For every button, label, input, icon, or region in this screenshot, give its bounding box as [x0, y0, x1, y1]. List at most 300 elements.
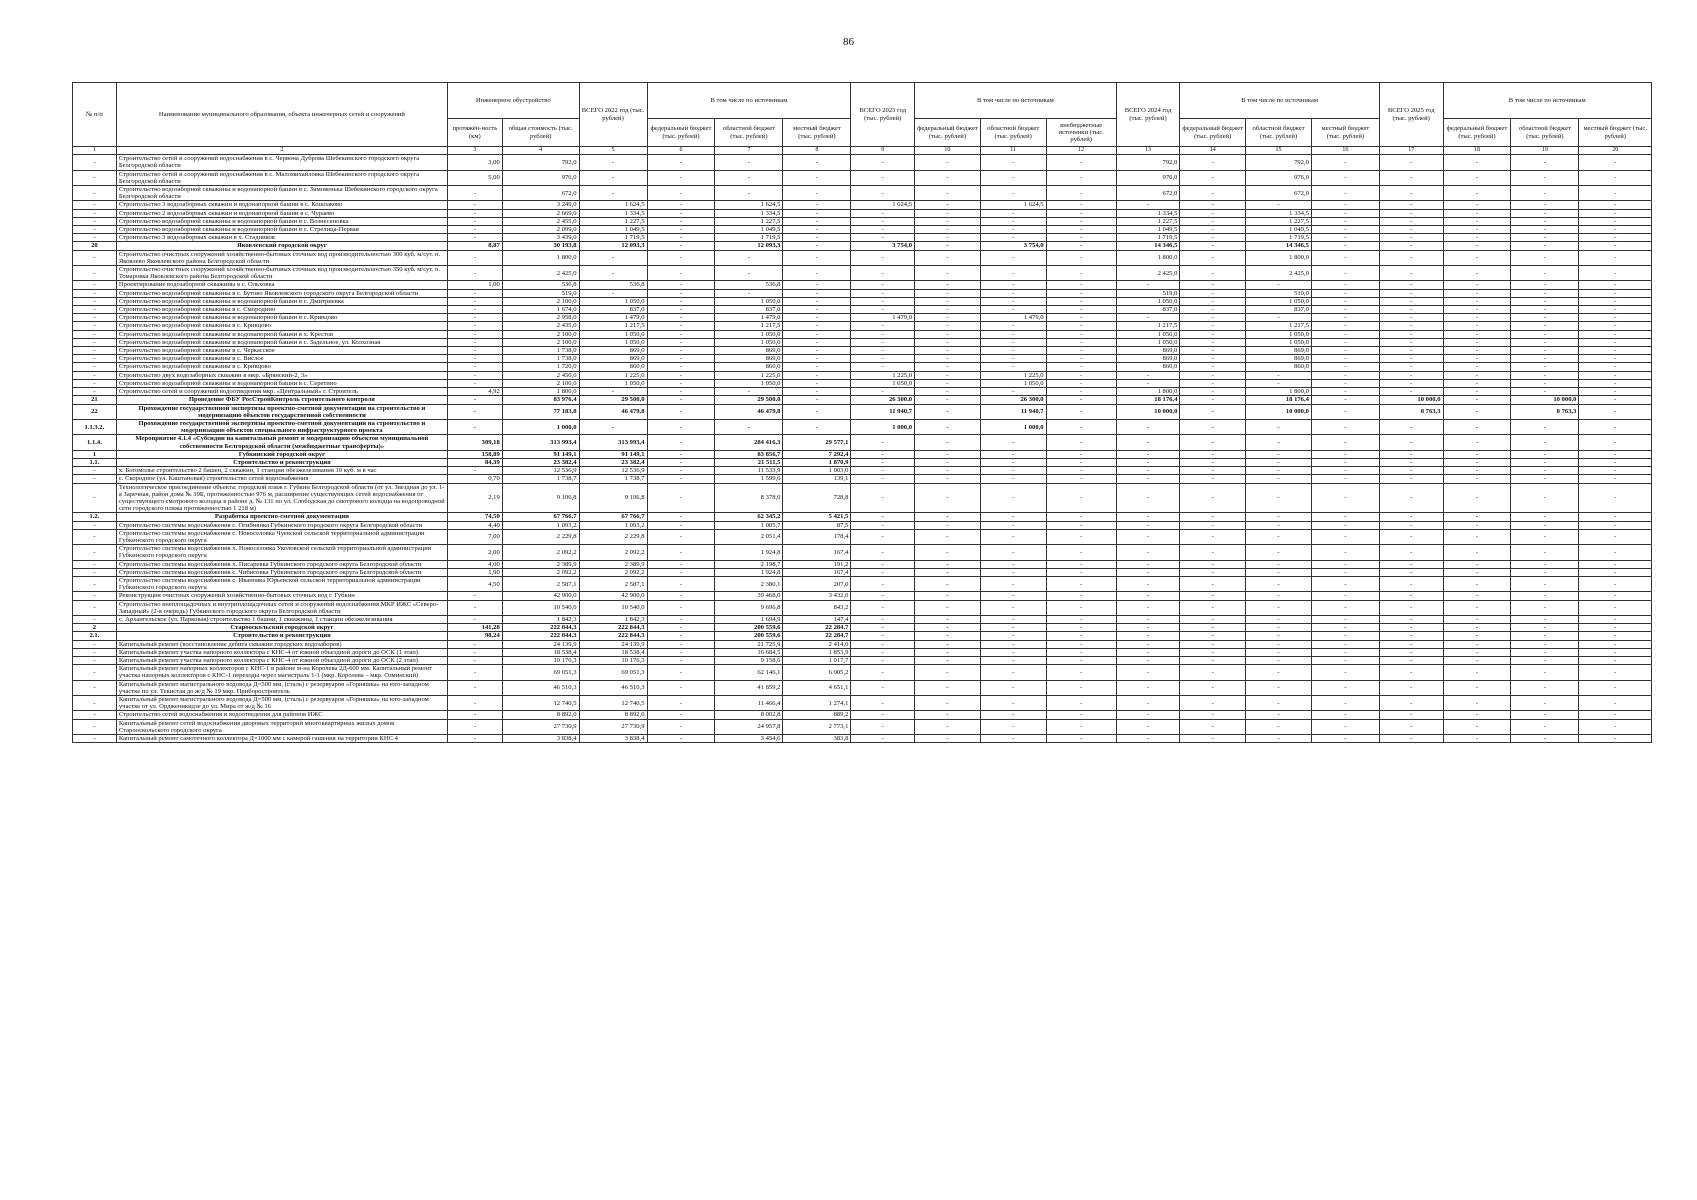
value-cell: - [1511, 170, 1579, 185]
column-number: 5 [579, 147, 647, 155]
value-cell: - [1311, 458, 1379, 466]
value-cell: - [1379, 371, 1443, 379]
value-cell: - [851, 711, 915, 719]
table-row-bold [73, 396, 1652, 404]
value-cell: 222 844,3 [579, 624, 647, 632]
value-cell: - [1180, 624, 1246, 632]
value-cell: - [1511, 281, 1579, 289]
value-cell: 1 050,0 [1116, 338, 1180, 346]
value-cell: - [1579, 388, 1652, 396]
object-name-cell: Строительство сетей и сооружений водоснабжения в с. Червона Дуброва Шебекинского городского округа Белгородской области [116, 155, 447, 170]
value-cell: - [783, 347, 851, 355]
table-row-bold [73, 513, 1652, 521]
value-cell: - [1443, 330, 1511, 338]
value-cell: - [1180, 379, 1246, 387]
value-cell: 1 719,5 [1246, 234, 1312, 242]
value-cell: - [1443, 155, 1511, 170]
value-cell: - [1180, 600, 1246, 615]
table-row [73, 281, 1652, 289]
value-cell: - [1579, 363, 1652, 371]
value-cell: 2 425,0 [502, 266, 579, 281]
value-cell: - [1311, 600, 1379, 615]
value-cell: - [1579, 568, 1652, 576]
value-cell: 91 149,1 [579, 450, 647, 458]
value-cell: - [447, 250, 502, 265]
value-cell: 1 720,0 [502, 363, 579, 371]
header-fed-2023: федеральный бюджет (тыс. рублей) [915, 119, 981, 147]
value-cell: - [1046, 458, 1116, 466]
value-cell: - [1046, 404, 1116, 419]
value-cell: 26 300,0 [980, 396, 1046, 404]
value-cell: - [851, 513, 915, 521]
value-cell: - [1046, 419, 1116, 434]
object-name-cell: Строительство очистных сооружений хозяйственно-бытовых сточных вод производительностью 300 куб. м/сут. п. Яковлево Яковлевского района Белгородской области [116, 250, 447, 265]
value-cell: 87,5 [783, 521, 851, 529]
value-cell: - [647, 680, 715, 695]
value-cell: - [647, 155, 715, 170]
value-cell: - [647, 419, 715, 434]
value-cell: - [647, 640, 715, 648]
header-obl-2022: областной бюджет (тыс. рублей) [715, 119, 783, 147]
value-cell: - [783, 419, 851, 434]
value-cell: 1 719,5 [579, 234, 647, 242]
value-cell: - [783, 322, 851, 330]
value-cell: - [1180, 560, 1246, 568]
value-cell: - [1443, 322, 1511, 330]
value-cell: - [1379, 266, 1443, 281]
value-cell: - [915, 632, 981, 640]
value-cell: - [1046, 592, 1116, 600]
value-cell: - [915, 314, 981, 322]
table-row [73, 665, 1652, 680]
value-cell: 1 217,5 [1116, 322, 1180, 330]
value-cell: - [579, 266, 647, 281]
value-cell: 83 856,7 [715, 450, 783, 458]
value-cell: - [579, 170, 647, 185]
value-cell: - [851, 363, 915, 371]
value-cell: - [1046, 170, 1116, 185]
value-cell: - [579, 250, 647, 265]
object-name-cell: Строительство системы водоснабжения с. Чибисовка Губкинского городского округа Белгородской области [116, 568, 447, 576]
value-cell: - [915, 513, 981, 521]
value-cell: 284 416,3 [715, 435, 783, 450]
value-cell: - [647, 306, 715, 314]
value-cell: - [1443, 632, 1511, 640]
object-name-cell: Строительство и реконструкция [116, 632, 447, 640]
value-cell: 313 993,4 [579, 435, 647, 450]
value-cell: - [980, 483, 1046, 513]
value-cell: - [1379, 450, 1443, 458]
value-cell: 1 800,0 [1116, 250, 1180, 265]
value-cell: 1 479,0 [980, 314, 1046, 322]
value-cell: - [647, 513, 715, 521]
row-number-cell: - [73, 648, 117, 656]
value-cell: - [1379, 696, 1443, 711]
value-cell: - [1180, 388, 1246, 396]
value-cell: - [915, 404, 981, 419]
value-cell: - [1511, 665, 1579, 680]
value-cell: 167,4 [783, 545, 851, 560]
value-cell: - [1311, 306, 1379, 314]
value-cell: 1 050,0 [1116, 330, 1180, 338]
value-cell: - [851, 467, 915, 475]
table-row [73, 600, 1652, 615]
value-cell: - [1379, 475, 1443, 483]
value-cell: - [647, 648, 715, 656]
value-cell: - [1311, 186, 1379, 201]
value-cell: - [1511, 592, 1579, 600]
row-number-cell: - [73, 657, 117, 665]
value-cell: - [980, 355, 1046, 363]
header-loc-2024: местный бюджет (тыс. рублей) [1311, 119, 1379, 147]
value-cell: - [1246, 371, 1312, 379]
value-cell: 10 176,3 [579, 657, 647, 665]
value-cell: - [1311, 592, 1379, 600]
value-cell: - [915, 529, 981, 544]
value-cell: - [1379, 226, 1443, 234]
row-number-cell: - [73, 250, 117, 265]
value-cell: - [647, 624, 715, 632]
value-cell: - [980, 665, 1046, 680]
value-cell: - [783, 201, 851, 209]
value-cell: 1 479,0 [715, 314, 783, 322]
value-cell: - [980, 467, 1046, 475]
value-cell: - [1511, 306, 1579, 314]
table-row [73, 363, 1652, 371]
object-name-cell: Старооскольский городской округ [116, 624, 447, 632]
value-cell: - [1379, 467, 1443, 475]
value-cell: - [1180, 226, 1246, 234]
header-length: протяжён-ность (км) [447, 119, 502, 147]
value-cell: - [1046, 281, 1116, 289]
value-cell: 2 450,0 [502, 371, 579, 379]
value-cell: 313 993,4 [502, 435, 579, 450]
value-cell: 12 093,3 [715, 242, 783, 250]
value-cell: - [1443, 475, 1511, 483]
value-cell: - [851, 322, 915, 330]
value-cell: 1 674,0 [502, 306, 579, 314]
value-cell: 1 050,0 [579, 379, 647, 387]
value-cell: - [1180, 170, 1246, 185]
value-cell: - [1511, 475, 1579, 483]
value-cell: - [1180, 186, 1246, 201]
value-cell: - [1511, 711, 1579, 719]
value-cell: 1 599,6 [715, 475, 783, 483]
value-cell: - [1579, 297, 1652, 305]
value-cell: - [851, 209, 915, 217]
value-cell: - [1246, 419, 1312, 434]
table-row-bold [73, 419, 1652, 434]
value-cell: - [851, 266, 915, 281]
row-number-cell: - [73, 615, 117, 623]
value-cell: - [915, 388, 981, 396]
value-cell: - [851, 483, 915, 513]
value-cell: 1 050,0 [715, 330, 783, 338]
value-cell: - [915, 435, 981, 450]
value-cell: 1 050,0 [1246, 297, 1312, 305]
value-cell: - [1046, 450, 1116, 458]
value-cell: - [1579, 371, 1652, 379]
row-number-cell: - [73, 521, 117, 529]
value-cell: - [1246, 657, 1312, 665]
column-number: 4 [502, 147, 579, 155]
value-cell: - [1046, 347, 1116, 355]
value-cell: - [851, 338, 915, 346]
value-cell: - [1311, 404, 1379, 419]
value-cell: 222 844,3 [579, 632, 647, 640]
value-cell: - [1511, 297, 1579, 305]
value-cell: - [1246, 719, 1312, 734]
value-cell: - [1443, 209, 1511, 217]
column-number: 20 [1579, 147, 1652, 155]
column-number: 3 [447, 147, 502, 155]
value-cell: - [1379, 665, 1443, 680]
header-sources-2025: В том числе по источникам [1443, 83, 1652, 119]
value-cell: - [1579, 657, 1652, 665]
value-cell: 18 176,4 [1116, 396, 1180, 404]
value-cell: - [1311, 363, 1379, 371]
value-cell: 18 176,4 [1246, 396, 1312, 404]
value-cell: - [447, 615, 502, 623]
value-cell: - [1443, 521, 1511, 529]
value-cell: - [1180, 467, 1246, 475]
value-cell: - [447, 735, 502, 743]
value-cell: 27 730,9 [579, 719, 647, 734]
value-cell: - [980, 458, 1046, 466]
value-cell: - [1379, 186, 1443, 201]
value-cell: - [1180, 648, 1246, 656]
value-cell: - [1246, 648, 1312, 656]
value-cell: - [980, 529, 1046, 544]
value-cell: - [447, 186, 502, 201]
value-cell: 1 225,0 [851, 371, 915, 379]
value-cell: - [447, 696, 502, 711]
value-cell: - [1180, 209, 1246, 217]
value-cell: - [1116, 632, 1180, 640]
value-cell: - [851, 234, 915, 242]
value-cell: 9 106,8 [502, 483, 579, 513]
value-cell: - [1379, 560, 1443, 568]
value-cell: 1 738,0 [502, 355, 579, 363]
value-cell: - [915, 289, 981, 297]
value-cell: - [1246, 545, 1312, 560]
value-cell: - [1116, 458, 1180, 466]
value-cell: 2 229,8 [579, 529, 647, 544]
value-cell: - [915, 347, 981, 355]
value-cell: 2 425,0 [1116, 266, 1180, 281]
value-cell: - [851, 640, 915, 648]
value-cell: - [1511, 513, 1579, 521]
value-cell: - [1443, 719, 1511, 734]
value-cell: 2 100,0 [502, 338, 579, 346]
value-cell: - [579, 155, 647, 170]
value-cell: 7 292,4 [783, 450, 851, 458]
value-cell: - [915, 281, 981, 289]
value-cell: - [1311, 560, 1379, 568]
value-cell: - [980, 600, 1046, 615]
value-cell: - [1246, 592, 1312, 600]
row-number-cell: 1.1. [73, 458, 117, 466]
object-name-cell: Мероприятие 4.1.4 «Субсидии на капитальный ремонт и модернизацию объектов муниципальной собственности Белгородской области (межбюджетные трансферты)» [116, 435, 447, 450]
value-cell: 2,00 [447, 545, 502, 560]
value-cell: - [1311, 545, 1379, 560]
value-cell: 200 559,6 [715, 624, 783, 632]
value-cell: - [783, 289, 851, 297]
value-cell: - [1311, 665, 1379, 680]
value-cell: - [1046, 680, 1116, 695]
column-number: 14 [1180, 147, 1246, 155]
value-cell: - [1046, 379, 1116, 387]
value-cell: - [980, 640, 1046, 648]
value-cell: 7,00 [447, 529, 502, 544]
value-cell: - [1180, 592, 1246, 600]
value-cell: 11 940,7 [851, 404, 915, 419]
column-number: 18 [1443, 147, 1511, 155]
value-cell: - [1180, 281, 1246, 289]
value-cell: - [1246, 379, 1312, 387]
value-cell: - [1579, 483, 1652, 513]
value-cell: - [447, 201, 502, 209]
value-cell: - [1180, 404, 1246, 419]
value-cell: - [1180, 297, 1246, 305]
object-name-cell: Строительство сетей водоснабжения и водоотведения для районов ИЖС [116, 711, 447, 719]
row-number-cell: - [73, 388, 117, 396]
value-cell: - [1443, 483, 1511, 513]
value-cell: - [1246, 696, 1312, 711]
value-cell: - [1046, 266, 1116, 281]
value-cell: - [1511, 576, 1579, 591]
value-cell: - [1116, 379, 1180, 387]
value-cell: - [915, 234, 981, 242]
value-cell: - [915, 467, 981, 475]
value-cell: 1 479,0 [851, 314, 915, 322]
value-cell: - [783, 355, 851, 363]
value-cell: 23 382,4 [579, 458, 647, 466]
value-cell: - [1379, 568, 1443, 576]
value-cell: 1 217,5 [715, 322, 783, 330]
table-row [73, 640, 1652, 648]
value-cell: - [980, 696, 1046, 711]
value-cell: 2 092,2 [502, 545, 579, 560]
value-cell: - [647, 545, 715, 560]
value-cell: - [1511, 217, 1579, 225]
value-cell: - [1046, 735, 1116, 743]
value-cell: - [447, 330, 502, 338]
value-cell: - [1180, 201, 1246, 209]
object-name-cell: Строительство и реконструкция [116, 458, 447, 466]
value-cell: - [1511, 242, 1579, 250]
page-number: 86 [843, 36, 854, 48]
value-cell: 2 587,1 [502, 576, 579, 591]
value-cell: - [647, 388, 715, 396]
object-name-cell: Реконструкция очистных сооружений хозяйственно-бытовых сточных вод г. Губкин [116, 592, 447, 600]
value-cell: 3 838,4 [502, 735, 579, 743]
value-cell: - [1046, 242, 1116, 250]
value-cell: - [1379, 297, 1443, 305]
value-cell: 1 003,0 [783, 467, 851, 475]
value-cell: - [647, 186, 715, 201]
object-name-cell: Капитальный ремонт магистрального водовода Д=500 мм, (сталь) с резервуаров «Горняшка» на юго-западном участке от ул. Ордженикидзе до ул. Мира от ж/д № 16 [116, 696, 447, 711]
header-total-2022: ВСЕГО 2022 год (тыс. рублей) [579, 83, 647, 147]
value-cell: 207,0 [783, 576, 851, 591]
value-cell: - [1046, 155, 1116, 170]
object-name-cell: Строительство двух водозаборных скважин в мкр. «Брянский-2, 3» [116, 371, 447, 379]
value-cell: - [1311, 242, 1379, 250]
object-name-cell: Строительство системы водоснабжения с. Ивановка Юрьевской сельской территориальной администрации Губкинского городского округа [116, 576, 447, 591]
value-cell: 1 093,2 [579, 521, 647, 529]
value-cell: - [915, 735, 981, 743]
value-cell: - [647, 458, 715, 466]
value-cell: - [579, 186, 647, 201]
value-cell: 3 838,4 [579, 735, 647, 743]
value-cell: - [1246, 632, 1312, 640]
value-cell: - [783, 388, 851, 396]
value-cell: - [783, 186, 851, 201]
value-cell: - [915, 568, 981, 576]
value-cell: - [1116, 624, 1180, 632]
value-cell: - [647, 363, 715, 371]
value-cell: 24 957,8 [715, 719, 783, 734]
table-row [73, 371, 1652, 379]
value-cell: 837,0 [715, 306, 783, 314]
table-row [73, 657, 1652, 665]
value-cell: - [1443, 568, 1511, 576]
value-cell: - [1443, 600, 1511, 615]
value-cell: - [1311, 355, 1379, 363]
header-obl-2024: областной бюджет (тыс. рублей) [1246, 119, 1312, 147]
table-row [73, 475, 1652, 483]
row-number-cell: - [73, 545, 117, 560]
row-number-cell: 1.2. [73, 513, 117, 521]
value-cell: - [1379, 388, 1443, 396]
value-cell: 1 334,5 [579, 209, 647, 217]
value-cell: - [1246, 475, 1312, 483]
value-cell: - [851, 170, 915, 185]
value-cell: 84,39 [447, 458, 502, 466]
value-cell: - [1379, 347, 1443, 355]
table-row [73, 155, 1652, 170]
value-cell: - [1379, 632, 1443, 640]
value-cell: - [783, 155, 851, 170]
object-name-cell: Строительство водозаборной скважины в с. Бутово Яковлевского городского округа Белгородской области [116, 289, 447, 297]
value-cell: - [915, 217, 981, 225]
value-cell: - [647, 281, 715, 289]
value-cell: 2 669,0 [502, 209, 579, 217]
table-row [73, 735, 1652, 743]
value-cell: - [980, 711, 1046, 719]
value-cell: - [1379, 322, 1443, 330]
value-cell: - [1379, 600, 1443, 615]
row-number-cell: 21 [73, 396, 117, 404]
value-cell: - [1579, 306, 1652, 314]
value-cell: - [1311, 450, 1379, 458]
value-cell: - [1311, 475, 1379, 483]
value-cell: 12 740,5 [502, 696, 579, 711]
value-cell: - [1511, 347, 1579, 355]
value-cell: - [1046, 513, 1116, 521]
value-cell: - [1443, 419, 1511, 434]
value-cell: - [1311, 281, 1379, 289]
value-cell: - [1443, 306, 1511, 314]
value-cell: - [915, 170, 981, 185]
value-cell: - [980, 266, 1046, 281]
value-cell: - [1579, 355, 1652, 363]
value-cell: - [1311, 576, 1379, 591]
value-cell: - [1579, 529, 1652, 544]
value-cell: - [1579, 711, 1652, 719]
value-cell: 536,8 [715, 281, 783, 289]
object-name-cell: х. Богомолье строительство 2 башен, 2 скважин, 1 станции обезжелезивания 10 куб. м в час [116, 467, 447, 475]
